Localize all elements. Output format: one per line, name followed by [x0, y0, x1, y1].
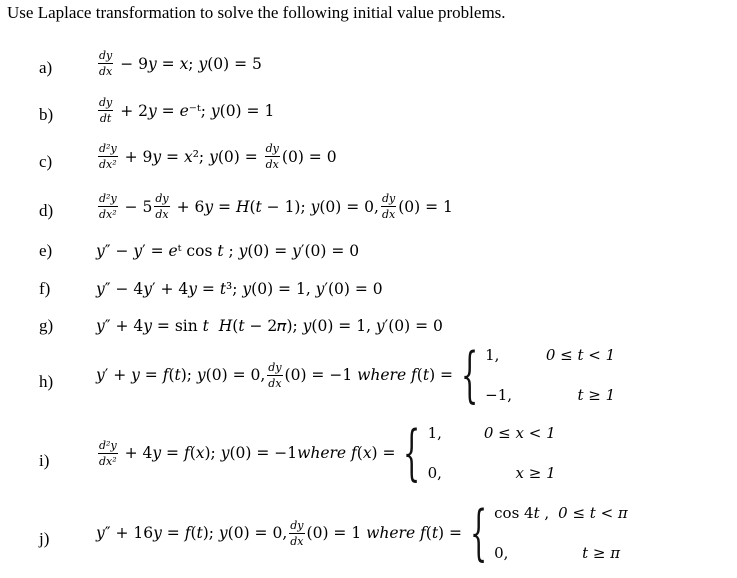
fraction-denominator: dx²	[99, 208, 117, 221]
problem-label-c: c)	[39, 152, 53, 171]
fraction	[98, 440, 118, 467]
equation-text: 𝑦′ + 𝑦 = 𝑓(𝑡); 𝑦(0) = 0,	[96, 366, 266, 384]
piecewise-case	[494, 544, 620, 562]
problem-h	[96, 340, 616, 410]
fraction	[98, 50, 113, 77]
equation-text: (0) = 0	[281, 147, 337, 166]
problem-label-h: h)	[39, 372, 54, 391]
fraction-denominator: dx	[381, 208, 396, 221]
case-value: 1,	[485, 346, 500, 364]
case-condition: 𝑥 ≥ 1	[515, 464, 556, 482]
fraction	[381, 193, 396, 220]
problem-c	[96, 143, 337, 170]
fraction-numerator: dy	[99, 49, 113, 62]
piecewise-case	[428, 464, 556, 482]
fraction-numerator: d²y	[99, 142, 117, 155]
cases-list	[428, 424, 556, 482]
equation-text: − 5	[119, 197, 153, 216]
equation-text: (0) = −1 𝑤ℎ𝑒𝑟𝑒 𝑓(𝑡) =	[284, 366, 458, 384]
fraction-numerator: dy	[99, 96, 113, 109]
case-condition: 0 ≤ 𝑡 < 1	[545, 346, 616, 364]
fraction-denominator: dx	[268, 376, 282, 390]
fraction-denominator: dx²	[99, 454, 117, 468]
problem-e	[96, 242, 359, 260]
problem-label-f: f)	[39, 279, 51, 298]
fraction	[265, 143, 280, 170]
fraction	[98, 143, 118, 170]
equation-text: 𝑦″ + 4𝑦 = sin 𝑡 𝐻(𝑡 − 2𝜋); 𝑦(0) = 1, 𝑦′(0) = 0	[96, 317, 443, 335]
fraction-numerator: dy	[381, 192, 396, 205]
equation-text: + 9𝑦 = 𝑥²; 𝑦(0) =	[119, 147, 263, 166]
fraction-denominator: dx	[290, 534, 304, 548]
case-condition: 𝑡 ≥ 𝜋	[582, 544, 621, 562]
fraction-denominator: dx	[99, 65, 113, 78]
cases-list	[485, 346, 615, 404]
case-value: 0,	[427, 464, 442, 482]
case-value: −1,	[485, 386, 513, 404]
equation-text: + 4𝑦 = 𝑓(𝑥); 𝑦(0) = −1𝑤ℎ𝑒𝑟𝑒 𝑓(𝑥) =	[119, 444, 401, 462]
problem-a	[96, 50, 262, 77]
left-brace: {	[469, 498, 488, 568]
problem-b	[96, 97, 274, 124]
fraction-denominator: dx²	[99, 158, 117, 171]
problem-label-a: a)	[39, 58, 53, 77]
equation-text: 𝑦″ − 𝑦′ = 𝑒ᵗ cos 𝑡 ; 𝑦(0) = 𝑦′(0) = 0	[96, 242, 360, 260]
fraction-numerator: dy	[155, 192, 169, 205]
fraction	[154, 193, 169, 220]
piecewise-function	[469, 498, 628, 568]
problem-label-e: e)	[39, 241, 53, 260]
fraction-denominator: dx	[155, 208, 169, 221]
fraction-numerator: dy	[265, 142, 279, 155]
case-value: 0,	[494, 544, 509, 562]
page-title: Use Laplace transformation to solve the following initial value problems.	[7, 3, 506, 22]
fraction	[267, 362, 282, 389]
case-condition: 0 ≤ 𝑡 < 𝜋	[558, 504, 628, 522]
problem-label-i: i)	[39, 451, 50, 470]
problem-g	[96, 317, 443, 336]
equation-text: 𝑦″ + 16𝑦 = 𝑓(𝑡); 𝑦(0) = 0,	[96, 524, 288, 542]
equation-text: 𝑦″ − 4𝑦′ + 4𝑦 = 𝑡³; 𝑦(0) = 1, 𝑦′(0) = 0	[96, 280, 383, 298]
piecewise-case	[485, 346, 615, 364]
case-condition: 0 ≤ 𝑥 < 1	[483, 424, 556, 442]
problem-i	[96, 418, 556, 488]
cases-list	[494, 504, 628, 562]
problem-j	[96, 498, 628, 568]
equation-text: + 2𝑦 = 𝑒⁻ᵗ; 𝑦(0) = 1	[115, 101, 275, 120]
fraction	[98, 97, 113, 124]
fraction-numerator: dy	[290, 518, 304, 532]
piecewise-case	[428, 424, 556, 442]
piecewise-function	[460, 340, 616, 410]
case-condition: 𝑡 ≥ 1	[577, 386, 616, 404]
fraction-numerator: d²y	[99, 438, 117, 452]
fraction	[289, 520, 304, 547]
problem-label-g: g)	[39, 316, 54, 335]
fraction-denominator: dt	[99, 112, 112, 125]
equation-text: (0) = 1 𝑤ℎ𝑒𝑟𝑒 𝑓(𝑡) =	[306, 524, 467, 542]
fraction-denominator: dx	[265, 158, 279, 171]
problem-label-b: b)	[39, 105, 54, 124]
case-value: 1,	[427, 424, 442, 442]
left-brace: {	[403, 418, 421, 488]
equation-text: − 9𝑦 = 𝑥; 𝑦(0) = 5	[115, 54, 262, 73]
case-value: cos 4𝑡 ,	[494, 504, 550, 522]
piecewise-function	[403, 418, 556, 488]
left-brace: {	[460, 340, 479, 410]
piecewise-case	[494, 504, 628, 522]
piecewise-case	[485, 386, 615, 404]
equation-text: + 6𝑦 = 𝐻(𝑡 − 1); 𝑦(0) = 0,	[171, 197, 379, 216]
problem-label-d: d)	[39, 201, 54, 220]
problem-f	[96, 280, 383, 298]
fraction-numerator: d²y	[99, 192, 117, 205]
problem-d	[96, 193, 453, 220]
fraction	[98, 193, 118, 220]
fraction-numerator: dy	[268, 360, 282, 374]
problem-label-j: j)	[39, 529, 50, 548]
equation-text: (0) = 1	[398, 197, 453, 216]
